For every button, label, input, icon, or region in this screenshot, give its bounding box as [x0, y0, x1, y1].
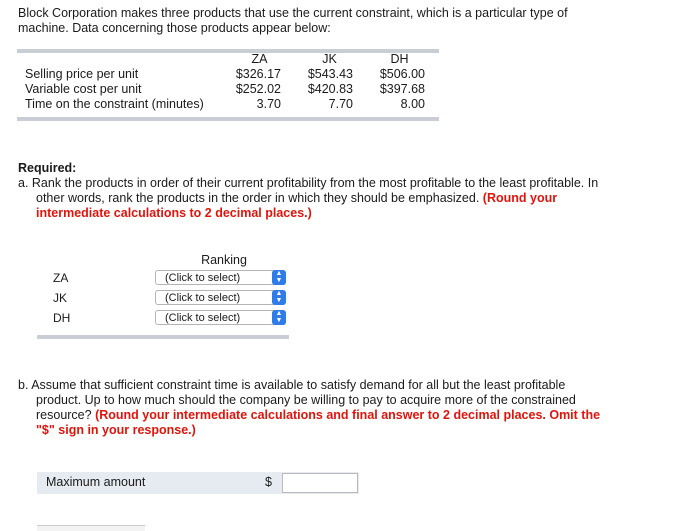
maximum-amount-row — [37, 472, 359, 494]
header-jk: JK — [322, 52, 337, 66]
maximum-amount-label: Maximum amount — [46, 475, 146, 489]
part-a-rounding-note-cont: intermediate calculations to 2 decimal places.) — [36, 206, 312, 220]
intro-line-2: machine. Data concerning those products appear below: — [18, 21, 331, 35]
part-a-line-2-text: other words, rank the products in the order in which they should be emphasized. — [36, 191, 483, 205]
header-dh: DH — [390, 52, 409, 66]
part-b-rounding-note: (Round your intermediate calculations and final answer to 2 decimal places. Omit the — [95, 408, 601, 422]
intro-line-1: Block Corporation makes three products that use the current constraint, which is a particular type of — [18, 6, 568, 20]
required-heading: Required: — [18, 161, 77, 175]
part-b-line-3-text: resource? — [36, 408, 96, 422]
selling-price-jk: $543.43 — [307, 67, 353, 81]
row-label-variable-cost: Variable cost per unit — [25, 82, 142, 96]
rank-label-za: ZA — [53, 271, 69, 285]
product-data-table — [17, 49, 439, 121]
part-b-line-3 — [18, 408, 658, 423]
rank-select-jk-value: (Click to select) — [165, 292, 241, 304]
header-za: ZA — [251, 52, 268, 66]
part-a-line-1: a. Rank the products in order of their current profitability from the most profitable to the least profitable. In — [18, 176, 599, 190]
variable-cost-za: $252.02 — [235, 82, 281, 96]
dollar-sign: $ — [265, 475, 272, 489]
ranking-header: Ranking — [201, 253, 247, 267]
selling-price-dh: $506.00 — [379, 67, 425, 81]
updown-chevron-icon: ▲ ▼ — [272, 290, 286, 305]
constraint-time-za: 3.70 — [256, 97, 281, 111]
updown-chevron-icon: ▲ ▼ — [272, 270, 286, 285]
selling-price-za: $326.17 — [235, 67, 281, 81]
ranking-table — [37, 251, 289, 339]
part-b-line-2: product. Up to how much should the company be willing to pay to acquire more of the constrained — [36, 393, 576, 407]
rank-label-jk: JK — [53, 291, 68, 305]
ranking-bottom-rule — [37, 335, 289, 339]
rank-select-za[interactable] — [155, 270, 286, 285]
table-bottom-rule — [17, 117, 439, 121]
rank-select-za-value: (Click to select) — [165, 272, 241, 284]
part-a-instructions — [18, 176, 658, 221]
row-label-selling-price: Selling price per unit — [25, 67, 139, 81]
rank-label-dh: DH — [53, 311, 71, 325]
part-b-line-1: b. Assume that sufficient constraint time is available to satisfy demand for all but the least profitable — [18, 378, 566, 392]
updown-chevron-icon: ▲ ▼ — [272, 310, 286, 325]
partial-row-below — [37, 525, 145, 531]
constraint-time-jk: 7.70 — [328, 97, 353, 111]
rank-select-dh-value: (Click to select) — [165, 312, 241, 324]
rank-select-jk[interactable] — [155, 290, 286, 305]
problem-intro — [18, 6, 658, 36]
part-b-rounding-note-cont: "$" sign in your response.) — [36, 423, 196, 437]
variable-cost-jk: $420.83 — [307, 82, 353, 96]
variable-cost-dh: $397.68 — [379, 82, 425, 96]
part-b-instructions — [18, 378, 658, 438]
row-label-constraint-time: Time on the constraint (minutes) — [25, 97, 204, 111]
part-a-rounding-note: (Round your — [482, 191, 558, 205]
constraint-time-dh: 8.00 — [400, 97, 425, 111]
maximum-amount-input[interactable] — [282, 473, 358, 493]
part-a-line-2 — [18, 191, 658, 206]
rank-select-dh[interactable] — [155, 310, 286, 325]
